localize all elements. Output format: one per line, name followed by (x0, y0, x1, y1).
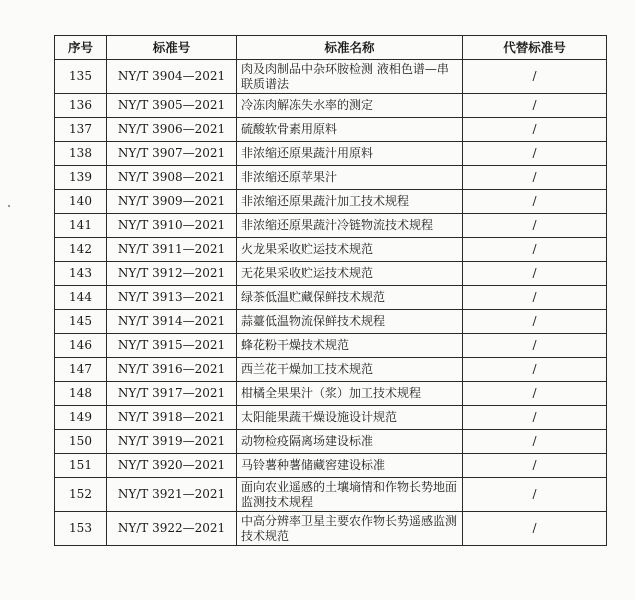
table-row (55, 142, 607, 166)
table-row (55, 406, 607, 430)
cell-serial: 139 (55, 166, 107, 190)
header-standard-code: 标准号 (107, 36, 237, 60)
cell-code: NY/T 3922—2021 (107, 512, 237, 546)
cell-replaces: / (463, 142, 607, 166)
cell-code: NY/T 3908—2021 (107, 166, 237, 190)
cell-name: 中高分辨率卫星主要农作物长势遥感监测技术规范 (237, 512, 463, 546)
cell-code: NY/T 3907—2021 (107, 142, 237, 166)
table-row (55, 334, 607, 358)
cell-serial: 145 (55, 310, 107, 334)
cell-name: 柑橘全果果汁（浆）加工技术规程 (237, 382, 463, 406)
cell-code: NY/T 3918—2021 (107, 406, 237, 430)
cell-name: 非浓缩还原苹果汁 (237, 166, 463, 190)
cell-serial: 138 (55, 142, 107, 166)
table-row (55, 382, 607, 406)
table-row (55, 166, 607, 190)
cell-code: NY/T 3910—2021 (107, 214, 237, 238)
cell-replaces: / (463, 358, 607, 382)
cell-code: NY/T 3916—2021 (107, 358, 237, 382)
cell-serial: 149 (55, 406, 107, 430)
standards-table (54, 35, 607, 546)
table-row (55, 238, 607, 262)
cell-serial: 150 (55, 430, 107, 454)
table-row (55, 512, 607, 546)
cell-serial: 141 (55, 214, 107, 238)
cell-name: 西兰花干燥加工技术规范 (237, 358, 463, 382)
table-row (55, 430, 607, 454)
cell-name: 火龙果采收贮运技术规范 (237, 238, 463, 262)
cell-name: 无花果采收贮运技术规范 (237, 262, 463, 286)
cell-name: 绿茶低温贮藏保鲜技术规范 (237, 286, 463, 310)
cell-serial: 151 (55, 454, 107, 478)
cell-serial: 144 (55, 286, 107, 310)
cell-code: NY/T 3920—2021 (107, 454, 237, 478)
table-row (55, 118, 607, 142)
table-row (55, 310, 607, 334)
cell-name: 动物检疫隔离场建设标准 (237, 430, 463, 454)
cell-code: NY/T 3912—2021 (107, 262, 237, 286)
cell-code: NY/T 3911—2021 (107, 238, 237, 262)
header-standard-name: 标准名称 (237, 36, 463, 60)
cell-code: NY/T 3921—2021 (107, 478, 237, 512)
cell-name: 面向农业遥感的土壤墒情和作物长势地面监测技术规程 (237, 478, 463, 512)
cell-name: 蜂花粉干燥技术规范 (237, 334, 463, 358)
cell-code: NY/T 3913—2021 (107, 286, 237, 310)
table-row (55, 60, 607, 94)
table-row (55, 454, 607, 478)
cell-replaces: / (463, 512, 607, 546)
header-serial: 序号 (55, 36, 107, 60)
cell-name: 非浓缩还原果蔬汁冷链物流技术规程 (237, 214, 463, 238)
header-replaced-code: 代替标准号 (463, 36, 607, 60)
cell-replaces: / (463, 190, 607, 214)
table-row (55, 262, 607, 286)
cell-name: 硫酸软骨素用原料 (237, 118, 463, 142)
cell-serial: 137 (55, 118, 107, 142)
cell-replaces: / (463, 454, 607, 478)
cell-serial: 143 (55, 262, 107, 286)
cell-name: 非浓缩还原果蔬汁用原料 (237, 142, 463, 166)
cell-replaces: / (463, 310, 607, 334)
cell-serial: 136 (55, 94, 107, 118)
cell-code: NY/T 3914—2021 (107, 310, 237, 334)
cell-replaces: / (463, 406, 607, 430)
cell-name: 马铃薯种薯储藏窖建设标准 (237, 454, 463, 478)
table-row (55, 286, 607, 310)
cell-replaces: / (463, 214, 607, 238)
cell-serial: 153 (55, 512, 107, 546)
table-row (55, 190, 607, 214)
cell-code: NY/T 3905—2021 (107, 94, 237, 118)
table-header-row (55, 36, 607, 60)
cell-replaces: / (463, 238, 607, 262)
cell-serial: 152 (55, 478, 107, 512)
cell-code: NY/T 3904—2021 (107, 60, 237, 94)
cell-serial: 140 (55, 190, 107, 214)
cell-code: NY/T 3909—2021 (107, 190, 237, 214)
cell-replaces: / (463, 430, 607, 454)
cell-replaces: / (463, 94, 607, 118)
cell-name: 太阳能果蔬干燥设施设计规范 (237, 406, 463, 430)
cell-replaces: / (463, 382, 607, 406)
cell-serial: 142 (55, 238, 107, 262)
table-row (55, 214, 607, 238)
cell-code: NY/T 3919—2021 (107, 430, 237, 454)
cell-replaces: / (463, 118, 607, 142)
cell-name: 肉及肉制品中杂环胺检测 液相色谱—串联质谱法 (237, 60, 463, 94)
cell-replaces: / (463, 334, 607, 358)
cell-replaces: / (463, 286, 607, 310)
cell-name: 非浓缩还原果蔬汁加工技术规程 (237, 190, 463, 214)
cell-replaces: / (463, 60, 607, 94)
cell-replaces: / (463, 262, 607, 286)
cell-code: NY/T 3915—2021 (107, 334, 237, 358)
cell-serial: 148 (55, 382, 107, 406)
cell-serial: 135 (55, 60, 107, 94)
cell-serial: 147 (55, 358, 107, 382)
cell-code: NY/T 3917—2021 (107, 382, 237, 406)
table-row (55, 94, 607, 118)
cell-name: 冷冻肉解冻失水率的测定 (237, 94, 463, 118)
cell-name: 蒜薹低温物流保鲜技术规程 (237, 310, 463, 334)
cell-serial: 146 (55, 334, 107, 358)
scan-speck (8, 205, 10, 207)
table-row (55, 358, 607, 382)
cell-replaces: / (463, 478, 607, 512)
cell-replaces: / (463, 166, 607, 190)
table-row (55, 478, 607, 512)
cell-code: NY/T 3906—2021 (107, 118, 237, 142)
